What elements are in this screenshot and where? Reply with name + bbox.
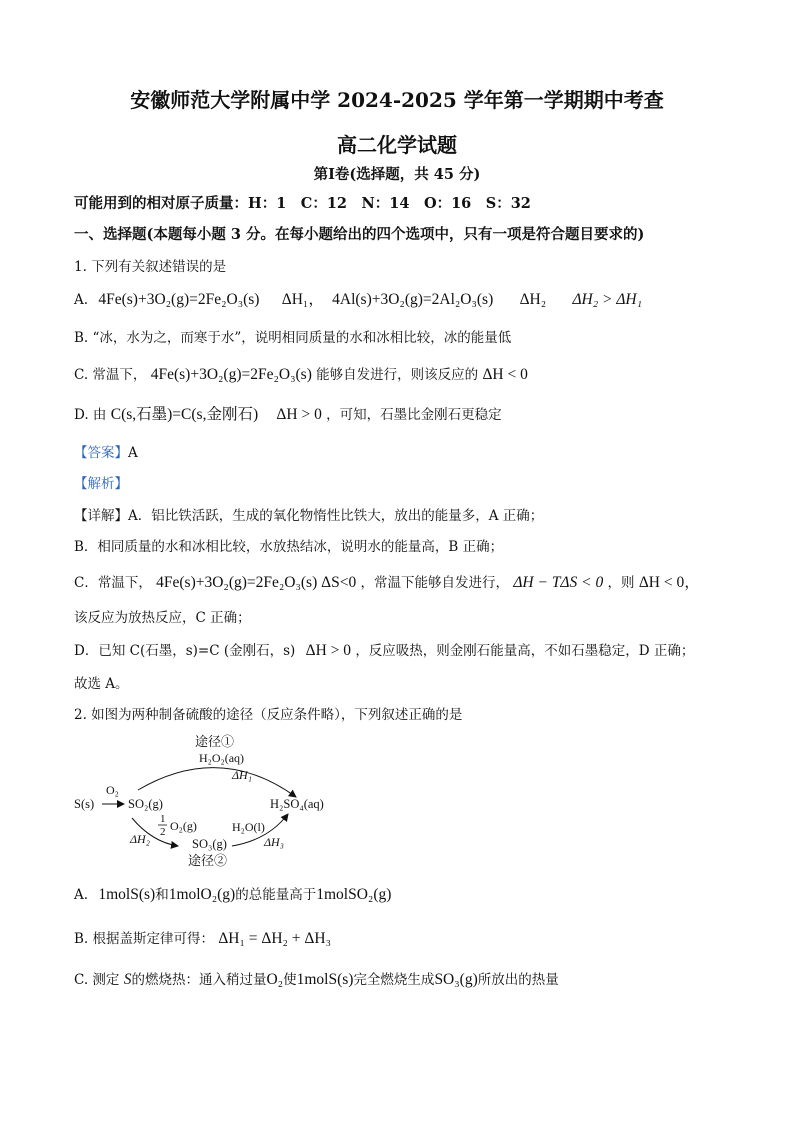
detail-c-prefix: C．常温下，: [74, 575, 152, 591]
subject-title: 高二化学试题: [337, 133, 457, 157]
q2-c-post: 所放出的热量: [477, 972, 559, 988]
detail-d-condition: ΔH > 0: [305, 642, 352, 659]
q1-option-a: [74, 291, 642, 309]
q1-c-text: 能够自发进行，则该反应的: [316, 367, 479, 383]
q2-option-c: [74, 971, 559, 989]
q1-d-condition: ΔH > 0: [276, 406, 322, 423]
dh1-label: ΔH₁: [232, 768, 252, 782]
sulfuric-acid-route-diagram: [60, 732, 400, 872]
half-numerator: 1: [160, 813, 166, 825]
detail-b: B．相同质量的水和冰相比较，水放热结冰，说明水的能量高，B 正确；: [74, 539, 504, 555]
detail-a: [74, 507, 543, 525]
q1-d-prefix: D. 由: [74, 407, 107, 423]
section-one-heading: 一、选择题(本题每小题 3 分。在每小题给出的四个选项中，只有一项是符合题目要求的): [74, 226, 645, 243]
o2-label: O₂: [106, 783, 119, 797]
q2-c-mid2: 使: [283, 972, 297, 988]
h2o-label: H₂O(l): [232, 820, 265, 834]
detail-c-post: ，则: [607, 575, 635, 591]
answer-value: A: [128, 445, 138, 461]
q2-a-species-1: 1molS(s): [98, 886, 156, 903]
q2-b-text: B. 根据盖斯定律可得：: [74, 931, 215, 947]
q2-c-o2: O₂: [266, 971, 284, 988]
q1-a-dh2: ΔH₂: [519, 291, 547, 308]
q1-option-c: [74, 366, 528, 384]
answer-tag: 【答案】: [74, 445, 128, 461]
q1-answer: [74, 444, 138, 462]
detail-c: [74, 574, 700, 592]
q1-stem: 1. 下列有关叙述错误的是: [74, 259, 227, 275]
q2-a-species-3: 1molSO₂(g): [316, 886, 392, 903]
dh2-label: ΔH₂: [130, 832, 150, 846]
so2-label: SO₂(g): [128, 797, 163, 811]
q1-option-d: [74, 406, 502, 424]
so3-label: SO₃(g): [192, 837, 227, 851]
q2-c-s: S: [123, 971, 132, 988]
detail-c-line2: 该反应为放热反应，C 正确；: [74, 610, 251, 626]
route-1-arrow: [138, 768, 296, 797]
detail-tag: 【详解】: [74, 508, 128, 524]
q2-option-a: [74, 886, 391, 904]
q1-d-equation: C(s,石墨)=C(s,金刚石): [110, 406, 259, 423]
detail-c-mid: ，常温下能够自发进行，: [360, 575, 510, 591]
q1-conclusion: 故选 A。: [74, 676, 129, 692]
start-sulfur: S(s): [74, 797, 95, 811]
detail-c-equation: 4Fe(s)+3O₂(g)=2Fe₂O₃(s) ΔS<0: [156, 574, 357, 591]
atomic-mass-line: 可能用到的相对原子质量：H：1 C：12 N：14 O：16 S：32: [74, 195, 531, 212]
q2-c-mid1: 的燃烧热：通入稍过量: [131, 972, 267, 988]
detail-d: [74, 642, 694, 660]
q2-option-b: [74, 930, 331, 948]
q1-d-text: ，可知，石墨比金刚石更稳定: [326, 407, 502, 423]
q1-c-equation: 4Fe(s)+3O₂(g)=2Fe₂O₃(s): [150, 366, 312, 383]
q1-c-condition: ΔH < 0: [482, 366, 528, 383]
q2-a-mid: 的总能量高于: [235, 887, 317, 903]
school-title: 安徽师范大学附属中学 2024-2025 学年第一学期期中考查: [130, 88, 664, 112]
q1-option-b: B. “冰，水为之，而寒于水”，说明相同质量的水和冰相比较，冰的能量低: [74, 330, 512, 346]
q2-a-label: A.: [74, 887, 89, 903]
detail-d-prefix: D．已知 C(石墨，s)=C (金刚石，s): [74, 643, 296, 659]
detail-a-text: A．铝比铁活跃，生成的氧化物惰性比铁大，放出的能量多，A 正确；: [128, 508, 544, 524]
product-h2so4: H₂SO₄(aq): [270, 797, 324, 811]
q1-a-equation-1: 4Fe(s)+3O₂(g)=2Fe₂O₃(s): [98, 291, 260, 308]
reagent-h2o2: H₂O₂(aq): [199, 751, 245, 765]
q1-a-equation-2: 4Al(s)+3O₂(g)=2Al₂O₃(s): [332, 291, 494, 308]
analysis-tag: 【解析】: [74, 476, 128, 492]
q1-a-label: A.: [74, 292, 89, 308]
detail-c-dh: ΔH < 0，: [638, 574, 700, 591]
q2-c-species-2: SO₃(g): [434, 971, 478, 988]
detail-d-text: ，反应吸热，则金刚石能量高，不如石墨稳定，D 正确；: [355, 643, 695, 659]
q2-c-species-1: 1molS(s): [296, 971, 354, 988]
dh3-label: ΔH₃: [264, 835, 284, 849]
q1-a-dh1: ΔH₁，: [281, 291, 324, 308]
route-2-label: 途径②: [188, 853, 228, 868]
q2-b-equation: ΔH₁ = ΔH₂ + ΔH₃: [218, 930, 331, 947]
q2-a-and: 和: [155, 887, 169, 903]
route-1-label: 途径①: [195, 734, 235, 749]
q2-stem: 2. 如图为两种制备硫酸的途径（反应条件略），下列叙述正确的是: [74, 707, 463, 723]
section-title: 第Ⅰ卷(选择题，共 45 分): [313, 166, 481, 183]
q2-c-mid3: 完全燃烧生成: [353, 972, 435, 988]
q2-a-species-2: 1molO₂(g): [168, 886, 236, 903]
q1-a-relation: ΔH₂ > ΔH₁: [572, 291, 643, 308]
detail-c-condition: ΔH − TΔS < 0: [513, 574, 604, 591]
q2-c-prefix: C. 测定: [74, 972, 120, 988]
half-denominator: 2: [160, 826, 166, 838]
half-o2-label: O₂(g): [170, 819, 197, 833]
q1-c-prefix: C. 常温下，: [74, 367, 147, 383]
